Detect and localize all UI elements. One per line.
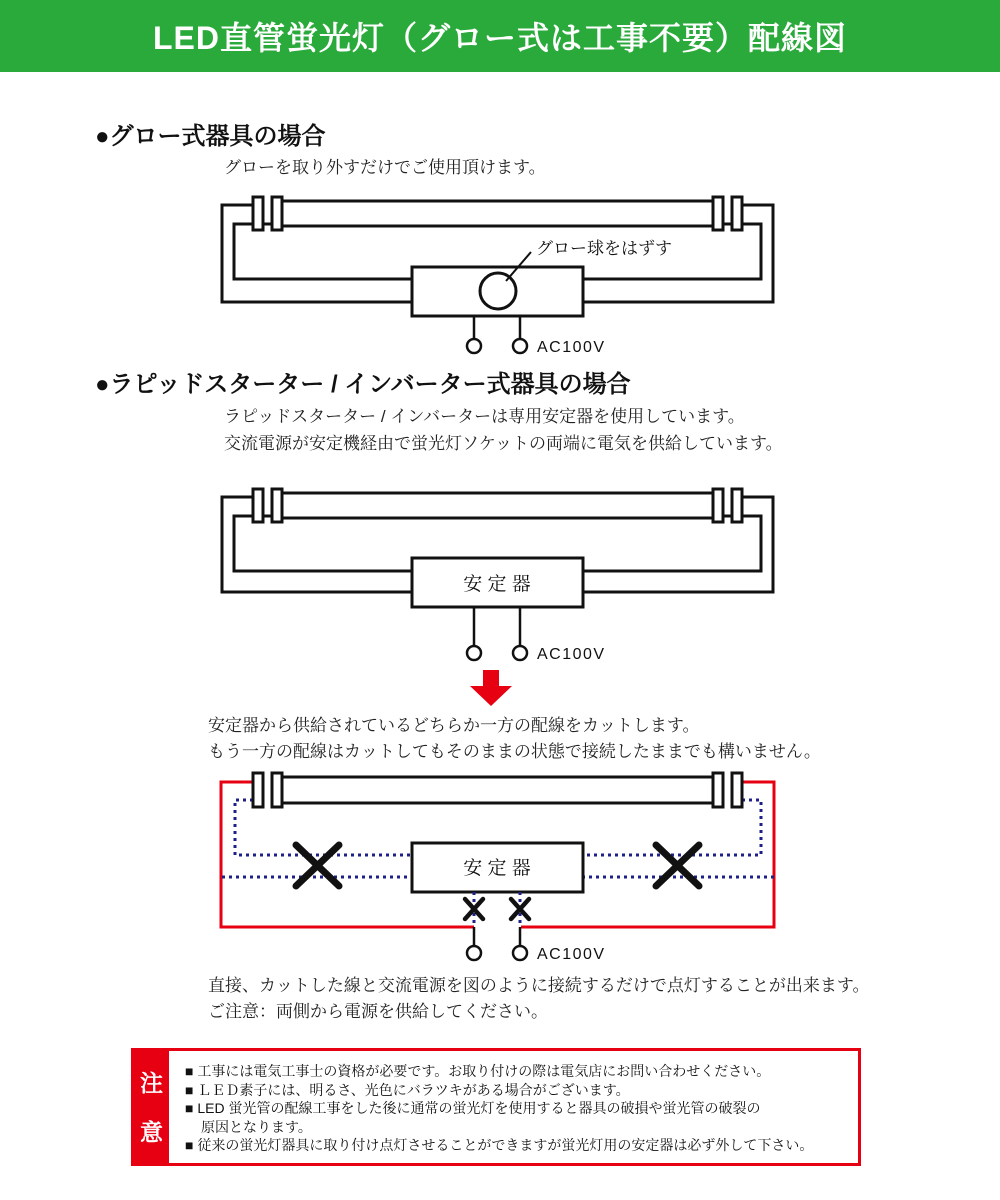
tube-pin [272,489,282,522]
step-text-1: 安定器から供給されているどちらか一方の配線をカットします。 [208,716,700,735]
inner-wire-left [234,224,412,279]
notice-item: ■ LED 蛍光管の配線工事をした後に通常の蛍光灯を使用すると器具の破損や蛍光管の破裂の [185,1100,761,1116]
power-terminal [513,946,527,960]
notice-char-1: 注 [140,1070,163,1096]
notice-box [131,1048,861,1166]
ac-power-label: AC100V [537,339,606,356]
tube-pin [272,197,282,230]
tube-pin [713,773,723,807]
power-terminal [467,946,481,960]
fluorescent-tube [282,201,713,226]
ballast-label: 安 定 器 [463,574,531,595]
bullet-icon: ■ [185,1063,194,1079]
header-banner [0,0,1000,72]
cut-mark-left [296,845,339,886]
fluorescent-tube [282,777,713,803]
result-text-2: ご注意：両側から電源を供給してください。 [208,1002,548,1021]
power-terminal [467,339,481,353]
section-rapid-description-2: 交流電源が安定機経由で蛍光灯ソケットの両端に電気を供給しています。 [224,434,783,453]
inner-wire-left [234,516,412,571]
tube-pin [272,773,282,807]
ballast-label: 安 定 器 [463,858,531,879]
tube-pin [253,197,263,230]
rewired-fixture-diagram [0,770,1000,970]
tube-pin [732,197,742,230]
inner-wire-right [583,516,761,571]
glow-starter-circle [480,273,516,309]
section-rapid-description-1: ラピッドスターター / インバーターは専用安定器を使用しています。 [224,407,745,426]
result-text-1: 直接、カットした線と交流電源を図のように接続するだけで点灯することが出来ます。 [208,976,870,995]
tube-pin [713,489,723,522]
notice-item-continuation: 原因となります。 [201,1118,312,1135]
page-title: LED直管蛍光灯（グロー式は工事不要）配線図 [152,20,847,56]
tube-pin [253,489,263,522]
power-terminal [467,646,481,660]
cut-mark-right [656,845,699,886]
tube-pin [732,773,742,807]
tube-pin [713,197,723,230]
down-arrow-icon [470,670,512,706]
notice-item: ■ 従来の蛍光灯器具に取り付け点灯させることができますが蛍光灯用の安定器は必ず外して下さい。 [185,1137,814,1153]
glow-fixture-diagram [0,185,1000,363]
tube-pin [732,489,742,522]
section-rapid-heading: ●ラピッドスターター / インバーター式器具の場合 [95,371,631,398]
notice-item: ■ 工事には電気工事士の資格が必要です。お取り付けの際は電気店にお問い合わせください。 [185,1063,771,1079]
notice-content [169,1051,858,1163]
fluorescent-tube [282,493,713,518]
ballast-fixture-diagram [0,483,1000,665]
ac-power-label: AC100V [537,646,606,663]
glow-label: グロー球をはずす [536,239,672,258]
bullet-icon: ■ [185,1100,194,1116]
notice-item: ■ ＬＥＤ素子には、明るさ、光色にバラツキがある場合がございます。 [185,1081,630,1098]
ac-power-label: AC100V [537,946,606,963]
notice-char-2: 意 [140,1119,163,1145]
power-terminal [513,339,527,353]
step-arrow [0,666,1000,710]
bullet-icon: ■ [185,1137,194,1153]
tube-pin [253,773,263,807]
section-glow-heading: ●グロー式器具の場合 [95,123,326,150]
section-glow-description: グローを取り外すだけでご使用頂けます。 [224,158,546,177]
notice-side-label [134,1051,169,1163]
bullet-icon: ■ [185,1081,194,1098]
step-text-2: もう一方の配線はカットしてもそのままの状態で接続したままでも構いません。 [208,742,821,761]
power-terminal [513,646,527,660]
